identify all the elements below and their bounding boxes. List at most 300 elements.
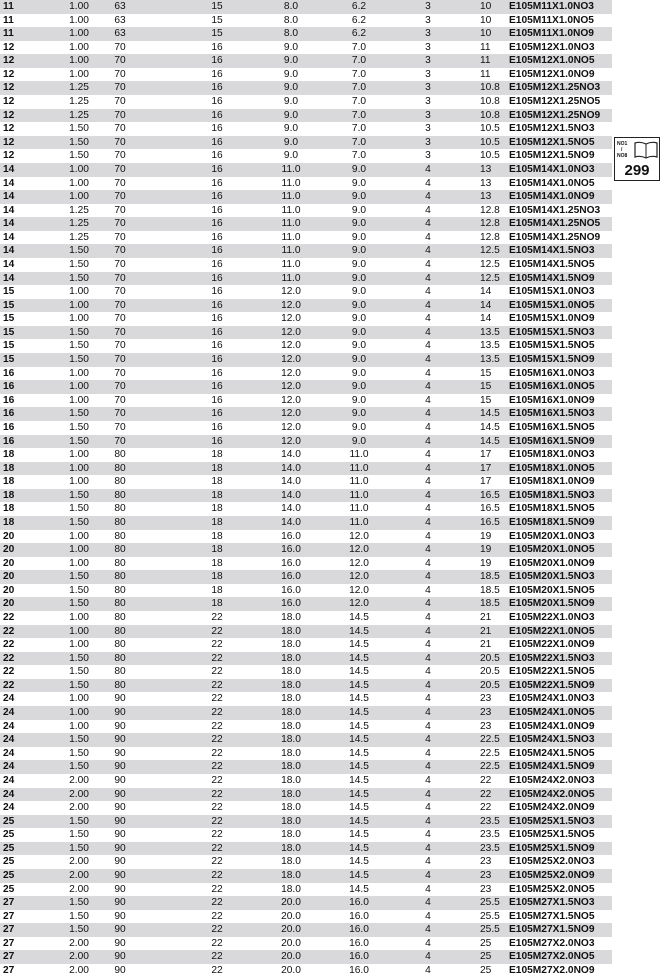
cell-square-l: 9.0 (351, 245, 367, 257)
cell-flutes: 4 (425, 516, 431, 528)
cell-square-d: 9.0 (283, 82, 299, 94)
cell-length: 90 (114, 693, 126, 705)
cell-square-l: 9.0 (351, 258, 367, 270)
table-row (0, 570, 612, 584)
cell-square-l: 16.0 (349, 897, 369, 909)
cell-shank-diameter: 18 (211, 516, 223, 528)
cell-drill-size: 14 (480, 313, 492, 325)
cell-drill-size: 23 (480, 707, 492, 719)
cell-flutes: 4 (425, 584, 431, 596)
cell-length: 80 (114, 652, 126, 664)
cell-flutes: 4 (425, 340, 431, 352)
cell-square-d: 18.0 (281, 679, 301, 691)
table-row (0, 339, 612, 353)
cell-length: 70 (114, 367, 126, 379)
cell-flutes: 4 (425, 937, 431, 949)
cell-length: 70 (114, 218, 126, 230)
cell-square-l: 16.0 (349, 937, 369, 949)
cell-shank-diameter: 16 (211, 286, 223, 298)
cell-product-code: E105M20X1.0NO3 (509, 530, 595, 542)
cell-flutes: 3 (425, 82, 431, 94)
cell-flutes: 4 (425, 245, 431, 257)
cell-square-l: 14.5 (349, 720, 369, 732)
cell-square-l: 14.5 (349, 639, 369, 651)
cell-square-l: 9.0 (351, 286, 367, 298)
cell-drill-size: 15 (480, 394, 492, 406)
cell-thread-size: 14 (3, 231, 15, 243)
cell-length: 70 (114, 245, 126, 257)
cell-product-code: E105M25X1.5NO3 (509, 815, 595, 827)
cell-length: 80 (114, 449, 126, 461)
cell-thread-size: 22 (3, 679, 15, 691)
cell-product-code: E105M27X2.0NO9 (509, 965, 595, 977)
table-row (0, 272, 612, 286)
cell-flutes: 4 (425, 381, 431, 393)
cell-thread-size: 24 (3, 707, 15, 719)
cell-pitch: 1.00 (69, 530, 89, 542)
cell-thread-size: 12 (3, 55, 15, 67)
cell-shank-diameter: 22 (211, 951, 223, 963)
cell-square-d: 18.0 (281, 829, 301, 841)
cell-square-d: 8.0 (283, 28, 299, 40)
cell-pitch: 1.50 (69, 272, 89, 284)
cell-drill-size: 19 (480, 544, 492, 556)
cell-pitch: 1.25 (69, 109, 89, 121)
cell-flutes: 4 (425, 910, 431, 922)
cell-square-d: 20.0 (281, 965, 301, 977)
cell-thread-size: 14 (3, 245, 15, 257)
cell-thread-size: 24 (3, 774, 15, 786)
cell-flutes: 4 (425, 503, 431, 515)
cell-length: 80 (114, 571, 126, 583)
table-row (0, 122, 612, 136)
cell-flutes: 4 (425, 679, 431, 691)
cell-square-l: 16.0 (349, 910, 369, 922)
cell-drill-size: 10.8 (480, 96, 500, 108)
cell-product-code: E105M16X1.0NO3 (509, 367, 595, 379)
cell-pitch: 2.00 (69, 802, 89, 814)
cell-shank-diameter: 16 (211, 421, 223, 433)
cell-product-code: E105M20X1.5NO3 (509, 571, 595, 583)
cell-shank-diameter: 22 (211, 965, 223, 977)
table-row (0, 81, 612, 95)
cell-square-l: 9.0 (351, 326, 367, 338)
cell-shank-diameter: 22 (211, 693, 223, 705)
cell-square-l: 11.0 (349, 449, 369, 461)
catalog-page-badge[interactable] (614, 137, 660, 181)
badge-code: NO8 (617, 153, 628, 159)
table-row (0, 950, 612, 964)
cell-shank-diameter: 18 (211, 544, 223, 556)
cell-shank-diameter: 18 (211, 530, 223, 542)
cell-shank-diameter: 22 (211, 870, 223, 881)
cell-thread-size: 20 (3, 557, 15, 569)
cell-square-l: 11.0 (349, 462, 369, 474)
table-row (0, 584, 612, 598)
cell-shank-diameter: 22 (211, 666, 223, 678)
cell-square-d: 16.0 (281, 530, 301, 542)
table-row (0, 774, 612, 788)
cell-square-d: 12.0 (281, 421, 301, 433)
cell-pitch: 1.50 (69, 761, 89, 773)
cell-product-code: E105M18X1.0NO9 (509, 476, 595, 488)
cell-square-d: 20.0 (281, 924, 301, 936)
cell-length: 70 (114, 231, 126, 243)
cell-shank-diameter: 22 (211, 652, 223, 664)
cell-pitch: 1.50 (69, 842, 89, 854)
cell-thread-size: 24 (3, 720, 15, 732)
cell-length: 90 (114, 965, 126, 977)
cell-shank-diameter: 18 (211, 476, 223, 488)
cell-drill-size: 11 (480, 41, 491, 53)
cell-square-l: 14.5 (349, 802, 369, 814)
table-row (0, 815, 612, 829)
cell-square-d: 16.0 (281, 571, 301, 583)
cell-pitch: 1.25 (69, 96, 89, 108)
cell-square-d: 20.0 (281, 897, 301, 909)
cell-square-d: 11.0 (281, 272, 301, 284)
cell-pitch: 1.50 (69, 503, 89, 515)
table-row (0, 502, 612, 516)
cell-square-d: 16.0 (281, 598, 301, 610)
cell-flutes: 4 (425, 191, 431, 203)
cell-flutes: 4 (425, 666, 431, 678)
table-row (0, 625, 612, 639)
cell-product-code: E105M14X1.25NO5 (509, 218, 601, 230)
cell-square-l: 9.0 (351, 191, 367, 203)
cell-square-l: 16.0 (349, 951, 369, 963)
cell-shank-diameter: 22 (211, 625, 223, 637)
cell-length: 90 (114, 734, 126, 746)
cell-drill-size: 13 (480, 191, 492, 203)
cell-square-d: 11.0 (281, 258, 301, 270)
cell-drill-size: 12.8 (480, 231, 500, 243)
cell-length: 80 (114, 666, 126, 678)
cell-thread-size: 12 (3, 41, 15, 53)
cell-square-d: 9.0 (283, 123, 299, 135)
cell-square-l: 14.5 (349, 693, 369, 705)
table-row (0, 557, 612, 571)
cell-length: 70 (114, 123, 126, 135)
cell-square-l: 14.5 (349, 612, 369, 624)
cell-length: 80 (114, 557, 126, 569)
table-row (0, 910, 612, 924)
cell-square-d: 12.0 (281, 326, 301, 338)
cell-flutes: 4 (425, 408, 431, 420)
cell-shank-diameter: 22 (211, 788, 223, 800)
cell-product-code: E105M14X1.0NO9 (509, 191, 595, 203)
cell-shank-diameter: 18 (211, 503, 223, 515)
cell-flutes: 4 (425, 897, 431, 909)
cell-thread-size: 15 (3, 299, 15, 311)
table-row (0, 964, 612, 978)
table-row (0, 435, 612, 449)
cell-pitch: 1.50 (69, 489, 89, 501)
cell-product-code: E105M24X2.0NO5 (509, 788, 595, 800)
cell-flutes: 4 (425, 924, 431, 936)
cell-thread-size: 14 (3, 177, 15, 189)
cell-length: 70 (114, 381, 126, 393)
cell-length: 80 (114, 516, 126, 528)
table-row (0, 788, 612, 802)
cell-square-l: 9.0 (351, 177, 367, 189)
cell-product-code: E105M22X1.0NO3 (509, 612, 595, 624)
cell-length: 70 (114, 421, 126, 433)
cell-flutes: 4 (425, 598, 431, 610)
cell-drill-size: 22.5 (480, 761, 500, 773)
cell-drill-size: 12.5 (480, 245, 500, 257)
table-row (0, 475, 612, 489)
cell-pitch: 1.50 (69, 666, 89, 678)
table-row (0, 679, 612, 693)
cell-flutes: 4 (425, 693, 431, 705)
cell-product-code: E105M12X1.5NO9 (509, 150, 595, 162)
cell-drill-size: 10.5 (480, 123, 500, 135)
cell-square-d: 12.0 (281, 354, 301, 366)
table-row (0, 665, 612, 679)
table-row (0, 136, 612, 150)
cell-drill-size: 23 (480, 693, 492, 705)
table-row (0, 855, 612, 869)
cell-product-code: E105M12X1.0NO9 (509, 68, 595, 80)
cell-square-l: 9.0 (351, 354, 367, 366)
cell-drill-size: 25 (480, 937, 492, 949)
cell-drill-size: 25.5 (480, 924, 500, 936)
cell-square-l: 12.0 (349, 544, 369, 556)
cell-square-l: 9.0 (351, 299, 367, 311)
cell-square-l: 6.2 (351, 28, 367, 40)
cell-drill-size: 18.5 (480, 571, 500, 583)
cell-drill-size: 22.5 (480, 734, 500, 746)
cell-thread-size: 12 (3, 136, 15, 148)
cell-length: 90 (114, 937, 126, 949)
cell-product-code: E105M22X1.0NO5 (509, 625, 595, 637)
cell-square-d: 9.0 (283, 41, 299, 53)
cell-shank-diameter: 18 (211, 489, 223, 501)
cell-square-d: 18.0 (281, 788, 301, 800)
table-row (0, 54, 612, 68)
table-row (0, 149, 612, 163)
cell-thread-size: 12 (3, 82, 15, 94)
cell-length: 70 (114, 394, 126, 406)
cell-shank-diameter: 22 (211, 829, 223, 841)
cell-pitch: 2.00 (69, 788, 89, 800)
cell-square-d: 20.0 (281, 951, 301, 963)
cell-square-d: 14.0 (281, 462, 301, 474)
cell-shank-diameter: 22 (211, 761, 223, 773)
cell-thread-size: 24 (3, 788, 15, 800)
cell-pitch: 1.50 (69, 150, 89, 162)
cell-shank-diameter: 16 (211, 258, 223, 270)
cell-square-l: 9.0 (351, 367, 367, 379)
cell-product-code: E105M16X1.0NO9 (509, 394, 595, 406)
cell-drill-size: 22 (480, 774, 492, 786)
cell-pitch: 1.00 (69, 476, 89, 488)
cell-product-code: E105M25X2.0NO9 (509, 870, 595, 881)
cell-shank-diameter: 16 (211, 136, 223, 148)
cell-shank-diameter: 18 (211, 557, 223, 569)
cell-square-l: 14.5 (349, 652, 369, 664)
cell-pitch: 2.00 (69, 883, 89, 895)
cell-shank-diameter: 15 (211, 14, 223, 26)
table-row (0, 516, 612, 530)
cell-flutes: 4 (425, 435, 431, 447)
cell-pitch: 1.50 (69, 245, 89, 257)
table-row (0, 801, 612, 815)
cell-product-code: E105M12X1.5NO3 (509, 123, 595, 135)
cell-flutes: 3 (425, 68, 431, 80)
cell-square-d: 18.0 (281, 856, 301, 868)
cell-drill-size: 10 (480, 28, 492, 40)
cell-square-d: 18.0 (281, 747, 301, 759)
cell-length: 90 (114, 720, 126, 732)
cell-flutes: 4 (425, 734, 431, 746)
cell-drill-size: 23.5 (480, 829, 500, 841)
table-row (0, 720, 612, 734)
cell-pitch: 1.50 (69, 408, 89, 420)
cell-length: 70 (114, 435, 126, 447)
cell-square-l: 11.0 (349, 503, 369, 515)
cell-thread-size: 27 (3, 965, 15, 977)
cell-pitch: 1.50 (69, 340, 89, 352)
cell-product-code: E105M20X1.5NO5 (509, 584, 595, 596)
cell-length: 70 (114, 191, 126, 203)
cell-square-d: 18.0 (281, 761, 301, 773)
cell-thread-size: 25 (3, 883, 15, 895)
cell-length: 70 (114, 299, 126, 311)
cell-thread-size: 24 (3, 761, 15, 773)
cell-square-d: 12.0 (281, 394, 301, 406)
cell-flutes: 4 (425, 326, 431, 338)
cell-product-code: E105M24X1.5NO3 (509, 734, 595, 746)
cell-square-d: 8.0 (283, 14, 299, 26)
cell-square-d: 12.0 (281, 408, 301, 420)
cell-square-d: 12.0 (281, 299, 301, 311)
cell-product-code: E105M27X2.0NO3 (509, 937, 595, 949)
cell-square-l: 14.5 (349, 829, 369, 841)
cell-drill-size: 20.5 (480, 666, 500, 678)
cell-pitch: 1.50 (69, 421, 89, 433)
cell-shank-diameter: 16 (211, 218, 223, 230)
cell-length: 80 (114, 679, 126, 691)
table-row (0, 231, 612, 245)
cell-flutes: 4 (425, 571, 431, 583)
cell-square-d: 18.0 (281, 666, 301, 678)
cell-product-code: E105M24X1.5NO9 (509, 761, 595, 773)
cell-length: 70 (114, 408, 126, 420)
cell-square-l: 9.0 (351, 435, 367, 447)
cell-square-d: 20.0 (281, 937, 301, 949)
cell-square-l: 12.0 (349, 557, 369, 569)
cell-square-l: 7.0 (351, 123, 367, 135)
cell-product-code: E105M16X1.5NO9 (509, 435, 595, 447)
table-row (0, 760, 612, 774)
cell-square-l: 6.2 (351, 14, 367, 26)
cell-drill-size: 12.5 (480, 272, 500, 284)
cell-length: 80 (114, 544, 126, 556)
cell-drill-size: 23.5 (480, 815, 500, 827)
cell-flutes: 3 (425, 1, 431, 12)
cell-drill-size: 10 (480, 14, 492, 26)
table-row (0, 842, 612, 856)
cell-shank-diameter: 22 (211, 842, 223, 854)
table-row (0, 326, 612, 340)
cell-drill-size: 12.8 (480, 204, 500, 216)
cell-square-d: 9.0 (283, 109, 299, 121)
cell-product-code: E105M15X1.5NO3 (509, 326, 595, 338)
cell-thread-size: 11 (3, 1, 14, 12)
cell-square-d: 18.0 (281, 707, 301, 719)
cell-pitch: 1.50 (69, 136, 89, 148)
cell-flutes: 4 (425, 299, 431, 311)
cell-thread-size: 22 (3, 625, 15, 637)
cell-drill-size: 10.8 (480, 82, 500, 94)
cell-square-l: 14.5 (349, 815, 369, 827)
cell-drill-size: 22 (480, 802, 492, 814)
cell-thread-size: 27 (3, 937, 15, 949)
cell-length: 90 (114, 910, 126, 922)
cell-square-l: 9.0 (351, 381, 367, 393)
table-row (0, 177, 612, 191)
cell-product-code: E105M18X1.0NO3 (509, 449, 595, 461)
cell-length: 80 (114, 639, 126, 651)
cell-drill-size: 23.5 (480, 842, 500, 854)
cell-thread-size: 20 (3, 571, 15, 583)
cell-shank-diameter: 16 (211, 245, 223, 257)
table-row (0, 14, 612, 28)
cell-pitch: 1.00 (69, 462, 89, 474)
cell-square-d: 16.0 (281, 544, 301, 556)
cell-thread-size: 15 (3, 340, 15, 352)
cell-flutes: 4 (425, 965, 431, 977)
cell-pitch: 2.00 (69, 870, 89, 881)
cell-thread-size: 16 (3, 381, 15, 393)
cell-flutes: 4 (425, 870, 431, 881)
cell-length: 90 (114, 802, 126, 814)
cell-square-l: 9.0 (351, 218, 367, 230)
cell-pitch: 1.00 (69, 14, 89, 26)
cell-length: 90 (114, 707, 126, 719)
cell-pitch: 1.00 (69, 612, 89, 624)
cell-square-d: 11.0 (281, 245, 301, 257)
cell-square-d: 18.0 (281, 815, 301, 827)
cell-square-d: 14.0 (281, 503, 301, 515)
cell-length: 70 (114, 150, 126, 162)
cell-square-d: 14.0 (281, 449, 301, 461)
cell-pitch: 1.50 (69, 652, 89, 664)
cell-square-d: 8.0 (283, 1, 299, 12)
cell-shank-diameter: 18 (211, 462, 223, 474)
cell-shank-diameter: 22 (211, 924, 223, 936)
cell-square-d: 9.0 (283, 68, 299, 80)
cell-pitch: 1.00 (69, 313, 89, 325)
cell-shank-diameter: 16 (211, 55, 223, 67)
cell-thread-size: 22 (3, 612, 15, 624)
cell-flutes: 3 (425, 150, 431, 162)
cell-square-d: 12.0 (281, 313, 301, 325)
cell-square-l: 7.0 (351, 136, 367, 148)
cell-pitch: 1.00 (69, 625, 89, 637)
cell-pitch: 1.00 (69, 28, 89, 40)
cell-shank-diameter: 22 (211, 639, 223, 651)
cell-pitch: 1.50 (69, 829, 89, 841)
table-row (0, 489, 612, 503)
cell-square-d: 12.0 (281, 286, 301, 298)
table-row (0, 448, 612, 462)
open-book-icon (634, 141, 658, 159)
cell-square-l: 11.0 (349, 489, 369, 501)
cell-thread-size: 27 (3, 951, 15, 963)
